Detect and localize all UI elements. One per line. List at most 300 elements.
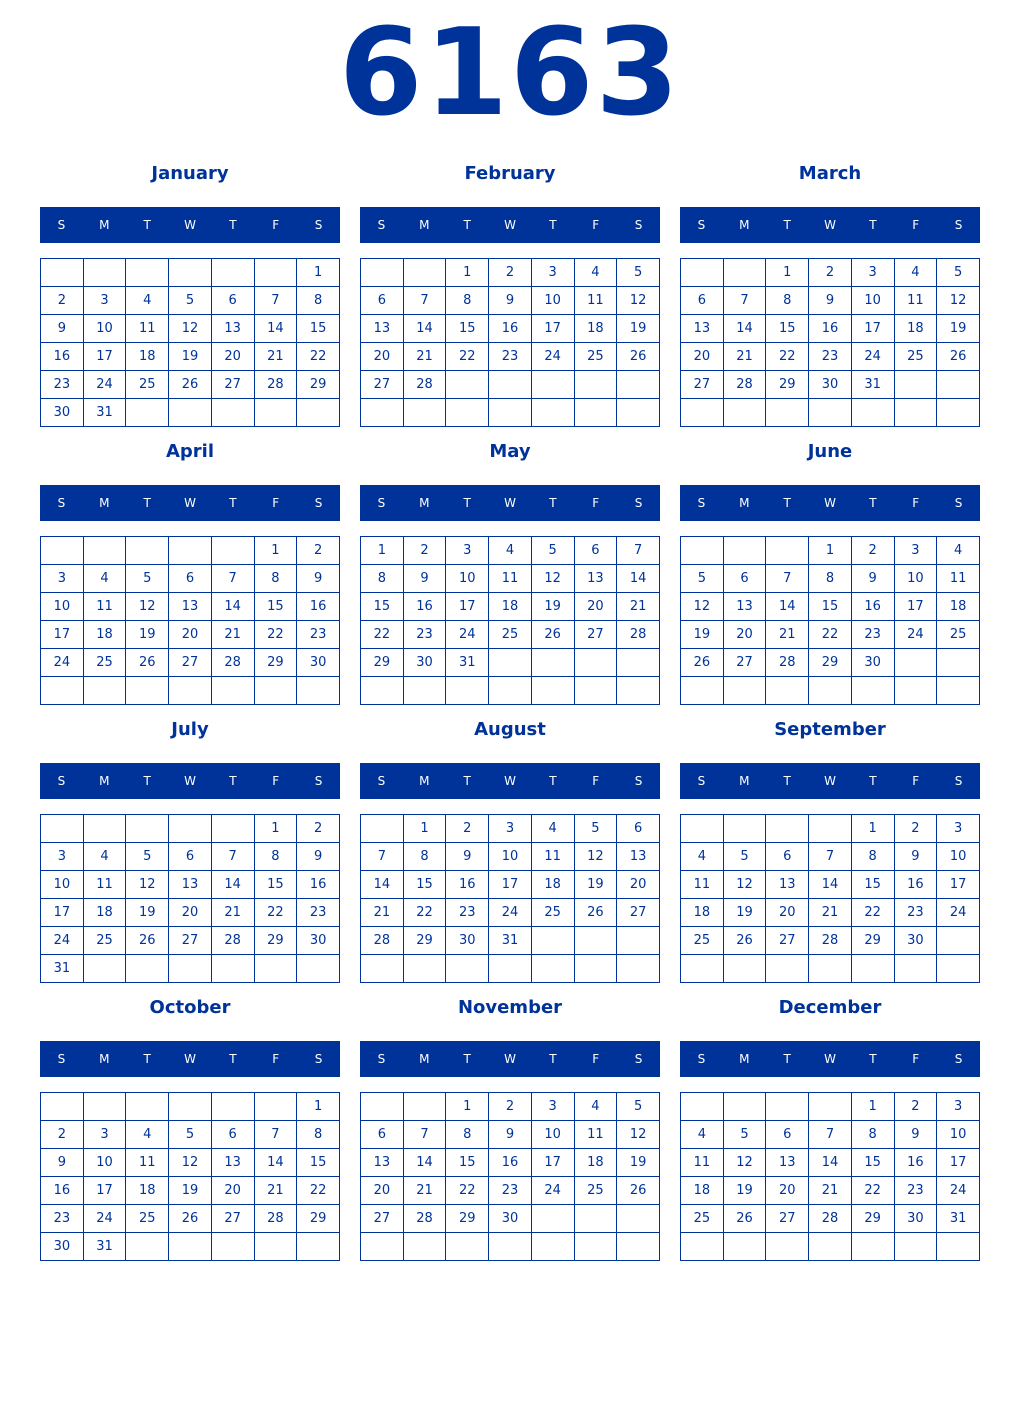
day-cell <box>723 1093 766 1121</box>
day-cell: 28 <box>254 1205 297 1233</box>
weekday-header <box>360 1041 660 1077</box>
day-cell: 11 <box>574 1121 617 1149</box>
day-cell: 27 <box>169 649 212 677</box>
day-cell: 8 <box>766 287 809 315</box>
day-cell: 21 <box>617 593 660 621</box>
day-cell <box>937 371 980 399</box>
week-row <box>361 927 660 955</box>
day-cell <box>723 1233 766 1261</box>
day-cell: 26 <box>723 927 766 955</box>
day-cell <box>617 1205 660 1233</box>
day-cell: 19 <box>126 621 169 649</box>
week-row <box>41 1093 340 1121</box>
day-cell: 24 <box>531 343 574 371</box>
day-cell: 22 <box>851 899 894 927</box>
day-cell: 16 <box>489 315 532 343</box>
day-cell: 29 <box>403 927 446 955</box>
day-cell: 16 <box>894 871 937 899</box>
day-cell: 13 <box>766 1149 809 1177</box>
day-cell <box>41 537 84 565</box>
day-cell: 22 <box>403 899 446 927</box>
day-cell: 6 <box>361 1121 404 1149</box>
day-cell: 29 <box>361 649 404 677</box>
day-cell: 21 <box>809 1177 852 1205</box>
day-cell <box>723 259 766 287</box>
day-cell: 2 <box>809 259 852 287</box>
day-cell: 4 <box>681 1121 724 1149</box>
day-cell: 27 <box>361 1205 404 1233</box>
day-cell: 18 <box>126 1177 169 1205</box>
weekday-header <box>680 485 980 521</box>
week-row <box>361 621 660 649</box>
day-cell <box>361 955 404 983</box>
week-row <box>681 815 980 843</box>
day-cell: 25 <box>83 927 126 955</box>
day-cell <box>169 537 212 565</box>
weekday-label: T <box>869 218 877 232</box>
week-row <box>41 287 340 315</box>
day-cell: 24 <box>851 343 894 371</box>
weekday-label: F <box>272 218 280 232</box>
week-row <box>41 927 340 955</box>
day-cell: 23 <box>489 1177 532 1205</box>
day-cell: 1 <box>254 815 297 843</box>
day-cell <box>894 649 937 677</box>
week-row <box>681 399 980 427</box>
week-row <box>681 1233 980 1261</box>
weekday-label: F <box>912 774 920 788</box>
weekday-label: W <box>184 496 196 510</box>
weekday-label: F <box>912 218 920 232</box>
day-cell: 12 <box>169 315 212 343</box>
day-cell: 14 <box>403 1149 446 1177</box>
day-cell <box>489 1233 532 1261</box>
day-cell: 15 <box>297 315 340 343</box>
day-cell: 9 <box>489 1121 532 1149</box>
day-cell <box>937 677 980 705</box>
day-cell: 13 <box>169 593 212 621</box>
week-row <box>681 649 980 677</box>
day-cell <box>809 955 852 983</box>
day-cell <box>681 399 724 427</box>
day-cell: 19 <box>169 343 212 371</box>
day-cell: 3 <box>937 815 980 843</box>
weekday-label: F <box>592 496 600 510</box>
day-cell: 18 <box>83 899 126 927</box>
weekday-label: M <box>739 218 750 232</box>
day-cell <box>211 1093 254 1121</box>
day-cell <box>169 259 212 287</box>
day-cell: 24 <box>937 1177 980 1205</box>
day-cell: 14 <box>766 593 809 621</box>
day-cell: 7 <box>254 287 297 315</box>
day-cell: 17 <box>937 1149 980 1177</box>
week-row <box>361 1233 660 1261</box>
day-cell: 1 <box>446 259 489 287</box>
day-cell <box>851 399 894 427</box>
day-cell <box>211 955 254 983</box>
week-row <box>41 1177 340 1205</box>
day-cell: 12 <box>723 1149 766 1177</box>
day-cell: 11 <box>83 593 126 621</box>
day-grid <box>680 536 980 705</box>
day-cell: 26 <box>531 621 574 649</box>
day-cell <box>446 677 489 705</box>
day-cell: 21 <box>403 343 446 371</box>
day-cell: 5 <box>126 565 169 593</box>
weekday-label: T <box>549 496 557 510</box>
day-cell: 9 <box>894 1121 937 1149</box>
weekday-label: T <box>143 774 151 788</box>
day-cell <box>681 537 724 565</box>
day-cell: 17 <box>83 1177 126 1205</box>
day-cell: 10 <box>531 287 574 315</box>
day-cell: 12 <box>574 843 617 871</box>
day-cell: 4 <box>126 287 169 315</box>
week-row <box>41 537 340 565</box>
day-cell: 7 <box>254 1121 297 1149</box>
weekday-label: F <box>272 1052 280 1066</box>
weekday-label: T <box>463 496 471 510</box>
week-row <box>681 371 980 399</box>
day-cell: 9 <box>809 287 852 315</box>
day-cell: 3 <box>531 1093 574 1121</box>
weekday-label: M <box>419 218 430 232</box>
day-cell: 16 <box>446 871 489 899</box>
week-row <box>361 1093 660 1121</box>
day-cell: 15 <box>297 1149 340 1177</box>
day-grid <box>680 258 980 427</box>
day-cell: 18 <box>894 315 937 343</box>
day-cell <box>681 815 724 843</box>
day-cell <box>617 1233 660 1261</box>
week-row <box>681 1205 980 1233</box>
day-cell: 14 <box>617 565 660 593</box>
day-cell: 26 <box>169 1205 212 1233</box>
day-cell: 21 <box>403 1177 446 1205</box>
day-cell <box>617 649 660 677</box>
day-cell <box>531 677 574 705</box>
day-cell <box>361 399 404 427</box>
day-cell <box>937 955 980 983</box>
day-cell: 28 <box>403 1205 446 1233</box>
month-name: September <box>774 719 886 740</box>
day-cell: 1 <box>851 1093 894 1121</box>
week-row <box>681 927 980 955</box>
day-cell: 28 <box>809 927 852 955</box>
day-cell <box>489 399 532 427</box>
day-cell: 30 <box>41 1233 84 1261</box>
day-cell: 20 <box>361 343 404 371</box>
day-cell <box>574 649 617 677</box>
day-cell: 13 <box>211 1149 254 1177</box>
day-cell: 7 <box>211 843 254 871</box>
day-cell: 25 <box>574 343 617 371</box>
day-cell: 4 <box>574 259 617 287</box>
day-cell: 20 <box>766 899 809 927</box>
day-cell: 29 <box>254 649 297 677</box>
day-cell <box>937 649 980 677</box>
day-cell: 4 <box>894 259 937 287</box>
day-cell: 15 <box>851 871 894 899</box>
weekday-label: T <box>869 774 877 788</box>
day-cell: 23 <box>41 1205 84 1233</box>
day-cell: 11 <box>489 565 532 593</box>
day-cell <box>297 399 340 427</box>
day-cell: 17 <box>531 315 574 343</box>
weekday-label: S <box>634 496 643 510</box>
weekday-label: W <box>824 774 836 788</box>
day-cell <box>254 399 297 427</box>
day-cell: 7 <box>211 565 254 593</box>
day-cell: 1 <box>254 537 297 565</box>
day-grid <box>680 1092 980 1261</box>
day-cell: 9 <box>297 565 340 593</box>
weekday-label: T <box>783 496 791 510</box>
day-cell: 8 <box>446 1121 489 1149</box>
day-cell: 3 <box>41 843 84 871</box>
day-cell: 26 <box>617 343 660 371</box>
day-cell <box>297 955 340 983</box>
day-cell <box>41 677 84 705</box>
week-row <box>361 1205 660 1233</box>
day-cell: 24 <box>83 1205 126 1233</box>
day-cell: 2 <box>851 537 894 565</box>
day-cell <box>403 259 446 287</box>
day-cell: 3 <box>446 537 489 565</box>
day-cell: 10 <box>83 315 126 343</box>
weekday-label: T <box>229 218 237 232</box>
day-cell <box>169 677 212 705</box>
day-cell <box>83 1093 126 1121</box>
day-cell: 13 <box>361 1149 404 1177</box>
day-cell <box>489 955 532 983</box>
day-cell <box>894 371 937 399</box>
day-cell <box>211 677 254 705</box>
day-cell: 2 <box>297 537 340 565</box>
day-cell: 12 <box>617 287 660 315</box>
week-row <box>681 343 980 371</box>
day-cell: 31 <box>41 955 84 983</box>
day-cell: 2 <box>446 815 489 843</box>
day-cell: 22 <box>254 899 297 927</box>
day-cell <box>254 259 297 287</box>
day-cell: 24 <box>531 1177 574 1205</box>
month-name: July <box>171 719 209 740</box>
day-cell: 16 <box>297 871 340 899</box>
day-cell: 31 <box>83 399 126 427</box>
day-cell: 15 <box>809 593 852 621</box>
day-cell: 19 <box>723 1177 766 1205</box>
day-cell: 14 <box>254 315 297 343</box>
week-row <box>361 955 660 983</box>
weekday-label: T <box>229 774 237 788</box>
week-row <box>681 843 980 871</box>
week-row <box>41 843 340 871</box>
day-cell: 28 <box>766 649 809 677</box>
day-cell: 10 <box>937 843 980 871</box>
day-cell: 11 <box>894 287 937 315</box>
day-cell <box>126 259 169 287</box>
day-cell <box>766 815 809 843</box>
day-cell <box>574 955 617 983</box>
day-cell: 25 <box>574 1177 617 1205</box>
day-cell: 27 <box>723 649 766 677</box>
weekday-label: S <box>634 218 643 232</box>
weekday-label: S <box>954 1052 963 1066</box>
day-cell: 13 <box>211 315 254 343</box>
day-cell <box>126 399 169 427</box>
week-row <box>361 343 660 371</box>
week-row <box>41 315 340 343</box>
week-row <box>361 677 660 705</box>
week-row <box>681 1149 980 1177</box>
weekday-label: S <box>377 1052 386 1066</box>
day-cell: 15 <box>254 871 297 899</box>
weekday-label: T <box>783 1052 791 1066</box>
day-cell: 21 <box>723 343 766 371</box>
week-row <box>41 955 340 983</box>
day-cell: 20 <box>211 343 254 371</box>
day-cell: 14 <box>211 593 254 621</box>
day-cell: 26 <box>126 649 169 677</box>
day-cell: 11 <box>681 1149 724 1177</box>
day-cell: 29 <box>297 371 340 399</box>
day-cell: 8 <box>254 565 297 593</box>
week-row <box>681 871 980 899</box>
day-cell: 4 <box>574 1093 617 1121</box>
weekday-label: F <box>592 1052 600 1066</box>
day-cell: 27 <box>617 899 660 927</box>
day-cell <box>403 955 446 983</box>
day-cell: 28 <box>617 621 660 649</box>
weekday-header <box>360 207 660 243</box>
day-cell: 23 <box>297 899 340 927</box>
day-cell <box>41 815 84 843</box>
day-cell <box>617 927 660 955</box>
week-row <box>41 1149 340 1177</box>
week-row <box>681 1093 980 1121</box>
day-cell <box>41 259 84 287</box>
day-cell: 1 <box>766 259 809 287</box>
day-cell <box>574 399 617 427</box>
day-cell: 22 <box>851 1177 894 1205</box>
month-name: August <box>474 719 546 740</box>
weekday-label: S <box>314 218 323 232</box>
day-cell: 24 <box>446 621 489 649</box>
day-cell: 23 <box>41 371 84 399</box>
day-cell: 25 <box>937 621 980 649</box>
day-grid <box>40 814 340 983</box>
day-cell: 7 <box>766 565 809 593</box>
day-cell: 16 <box>809 315 852 343</box>
week-row <box>681 899 980 927</box>
day-cell: 21 <box>254 1177 297 1205</box>
day-cell: 5 <box>617 259 660 287</box>
day-cell: 17 <box>937 871 980 899</box>
day-cell: 18 <box>937 593 980 621</box>
day-cell: 6 <box>211 287 254 315</box>
day-cell: 23 <box>851 621 894 649</box>
weekday-header <box>680 763 980 799</box>
day-cell: 20 <box>681 343 724 371</box>
day-cell: 19 <box>617 1149 660 1177</box>
weekday-label: S <box>377 774 386 788</box>
day-cell: 22 <box>809 621 852 649</box>
day-cell <box>681 1233 724 1261</box>
day-cell: 15 <box>361 593 404 621</box>
day-cell <box>254 955 297 983</box>
day-cell: 30 <box>41 399 84 427</box>
day-cell: 30 <box>894 1205 937 1233</box>
day-cell: 19 <box>681 621 724 649</box>
day-cell: 23 <box>809 343 852 371</box>
weekday-label: S <box>377 496 386 510</box>
day-cell: 15 <box>446 315 489 343</box>
day-cell: 13 <box>361 315 404 343</box>
day-cell: 10 <box>937 1121 980 1149</box>
week-row <box>41 815 340 843</box>
day-cell: 8 <box>851 843 894 871</box>
day-cell: 30 <box>403 649 446 677</box>
week-row <box>41 1233 340 1261</box>
week-row <box>361 371 660 399</box>
day-cell: 2 <box>489 259 532 287</box>
day-cell <box>83 259 126 287</box>
day-cell: 14 <box>211 871 254 899</box>
day-cell: 27 <box>766 1205 809 1233</box>
day-cell: 28 <box>723 371 766 399</box>
day-cell <box>617 677 660 705</box>
day-cell <box>361 677 404 705</box>
day-cell: 26 <box>126 927 169 955</box>
day-cell: 15 <box>403 871 446 899</box>
day-cell: 21 <box>211 621 254 649</box>
day-cell: 7 <box>809 843 852 871</box>
day-cell: 8 <box>809 565 852 593</box>
day-cell: 2 <box>894 815 937 843</box>
day-cell <box>766 399 809 427</box>
day-cell: 20 <box>169 621 212 649</box>
day-cell: 19 <box>937 315 980 343</box>
day-cell: 29 <box>809 649 852 677</box>
day-cell: 1 <box>851 815 894 843</box>
day-cell <box>809 399 852 427</box>
day-cell: 28 <box>403 371 446 399</box>
weekday-header <box>40 1041 340 1077</box>
day-cell: 9 <box>446 843 489 871</box>
day-cell: 27 <box>766 927 809 955</box>
day-cell: 1 <box>361 537 404 565</box>
day-cell <box>681 677 724 705</box>
weekday-label: S <box>954 218 963 232</box>
weekday-label: T <box>463 774 471 788</box>
day-cell: 13 <box>574 565 617 593</box>
day-cell: 25 <box>489 621 532 649</box>
day-cell <box>126 1233 169 1261</box>
day-cell <box>169 1233 212 1261</box>
day-cell <box>403 1093 446 1121</box>
weekday-label: T <box>783 774 791 788</box>
day-cell: 3 <box>489 815 532 843</box>
day-grid <box>40 258 340 427</box>
day-cell <box>83 677 126 705</box>
day-cell: 27 <box>574 621 617 649</box>
day-cell <box>809 1093 852 1121</box>
day-cell: 23 <box>446 899 489 927</box>
day-cell: 4 <box>489 537 532 565</box>
day-cell: 31 <box>83 1233 126 1261</box>
